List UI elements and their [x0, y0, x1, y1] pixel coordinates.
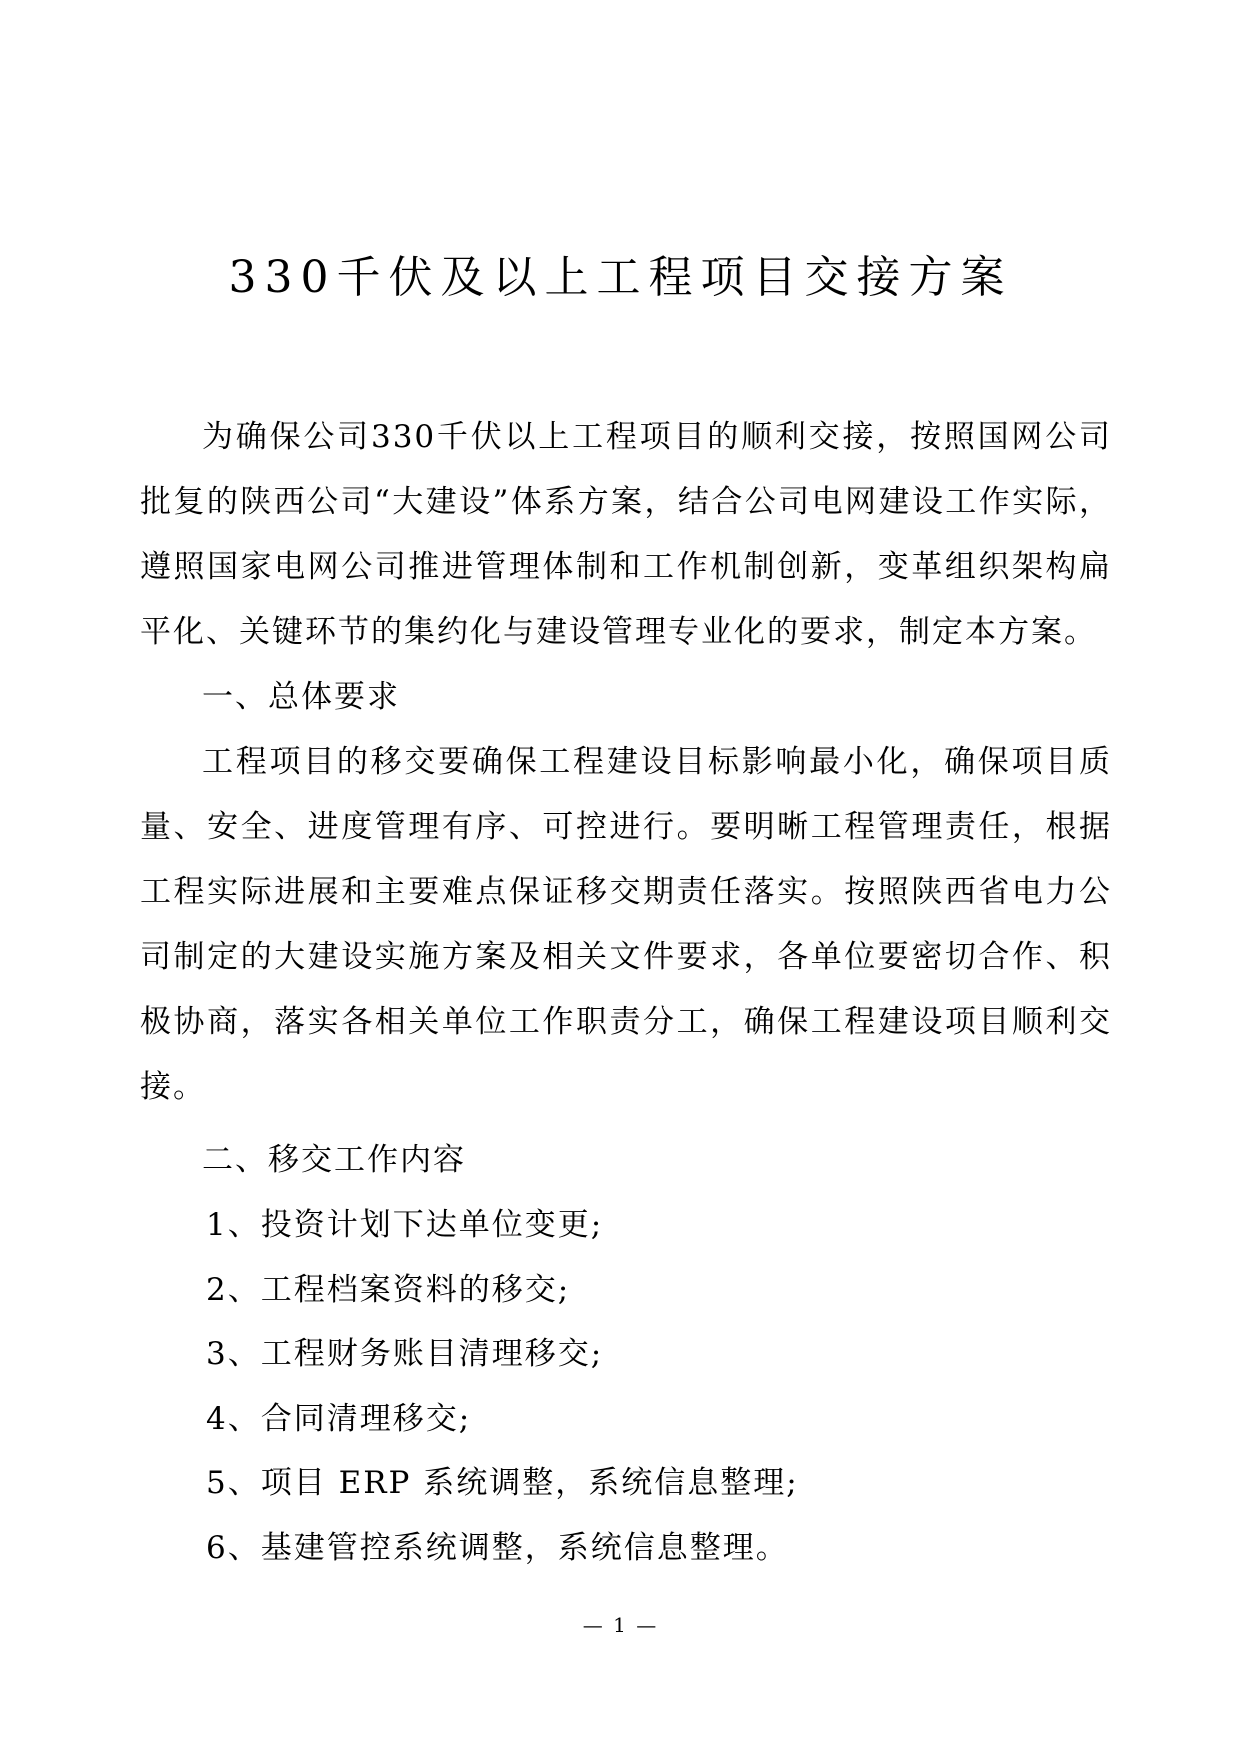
- list-item: 3、工程财务账目清理移交;: [206, 1336, 604, 1373]
- list-item: 6、基建管控系统调整，系统信息整理。: [206, 1529, 789, 1566]
- list-item: 1、投资计划下达单位变更;: [206, 1207, 604, 1243]
- document-body: [140, 405, 1112, 1581]
- list-item: 5、项目 ERP 系统调整，系统信息整理;: [206, 1465, 799, 1502]
- general-requirements-paragraph: 工程项目的移交要确保工程建设目标影响最小化，确保项目质量、安全、进度管理有序、可控进行。要明晰工程管理责任，根据工程实际进展和主要难点保证移交期责任落实。按照陕西省电力公司制定的大建设实施方案及相关文件要求，各单位要密切合作、积极协商，落实各相关单位工作职责分工，确保工程建设项目顺利交接。: [140, 744, 1112, 1105]
- intro-paragraph: 为确保公司330千伏以上工程项目的顺利交接，按照国网公司批复的陕西公司“大建设”体系方案，结合公司电网建设工作实际，遵照国家电网公司推进管理体制和工作机制创新，变革组织架构扁平化、关键环节的集约化与建设管理专业化的要求，制定本方案。: [140, 419, 1112, 650]
- handover-content-list: [140, 1193, 1112, 1581]
- section-heading-general-requirements: 一、总体要求: [202, 679, 400, 715]
- list-item: 4、合同清理移交;: [206, 1400, 472, 1437]
- page-number: — 1 —: [582, 1613, 659, 1637]
- document-title: 330千伏及以上工程项目交接方案: [228, 252, 1013, 303]
- list-item: 2、工程档案资料的移交;: [206, 1271, 571, 1308]
- section-heading-handover-content: 二、移交工作内容: [202, 1142, 466, 1178]
